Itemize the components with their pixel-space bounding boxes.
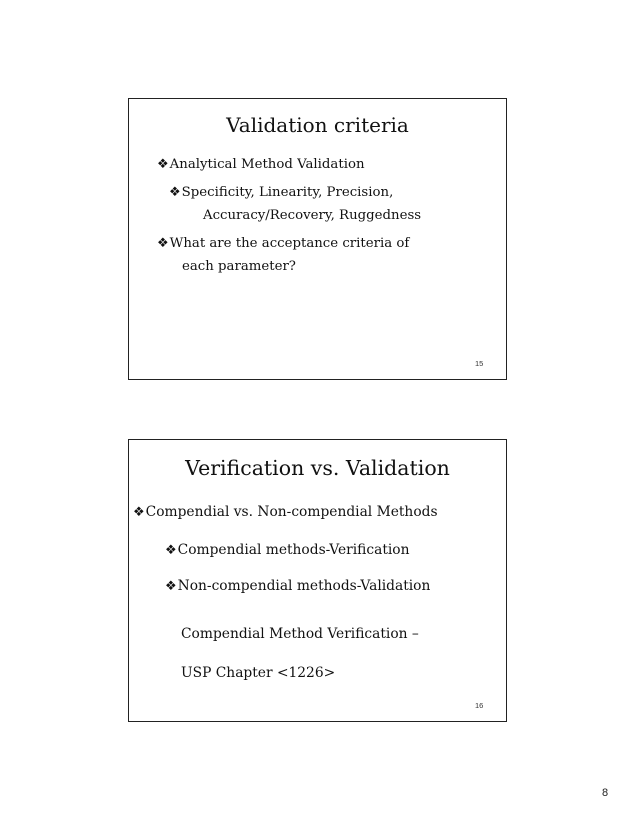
slide-title: Verification vs. Validation [185, 456, 450, 480]
slide-number: 15 [475, 359, 484, 368]
body-text: USP Chapter <1226> [181, 665, 336, 681]
diamond-bullet-icon: ❖ [165, 579, 177, 594]
page-number: 8 [602, 787, 609, 799]
bullet-item: ❖What are the acceptance criteria of [157, 236, 410, 251]
bullet-item: ❖Analytical Method Validation [157, 157, 365, 172]
slide-15 [128, 98, 507, 380]
slide-title: Validation criteria [226, 113, 409, 137]
diamond-bullet-icon: ❖ [133, 505, 145, 520]
sub-bullet-item: ❖Compendial methods-Verification [165, 542, 410, 558]
bullet-continuation: each parameter? [182, 259, 296, 274]
diamond-bullet-icon: ❖ [165, 543, 177, 558]
slide-16 [128, 439, 507, 722]
bullet-item: ❖Compendial vs. Non-compendial Methods [133, 504, 438, 520]
sub-bullet-continuation: Accuracy/Recovery, Ruggedness [203, 208, 422, 223]
body-text: Compendial Method Verification – [181, 626, 419, 642]
diamond-bullet-icon: ❖ [157, 236, 169, 251]
diamond-bullet-icon: ❖ [157, 157, 169, 172]
diamond-bullet-icon: ❖ [169, 185, 181, 200]
sub-bullet-item: ❖Non-compendial methods-Validation [165, 578, 431, 594]
slide-number: 16 [475, 701, 484, 710]
sub-bullet-item: ❖Specificity, Linearity, Precision, [169, 185, 394, 200]
